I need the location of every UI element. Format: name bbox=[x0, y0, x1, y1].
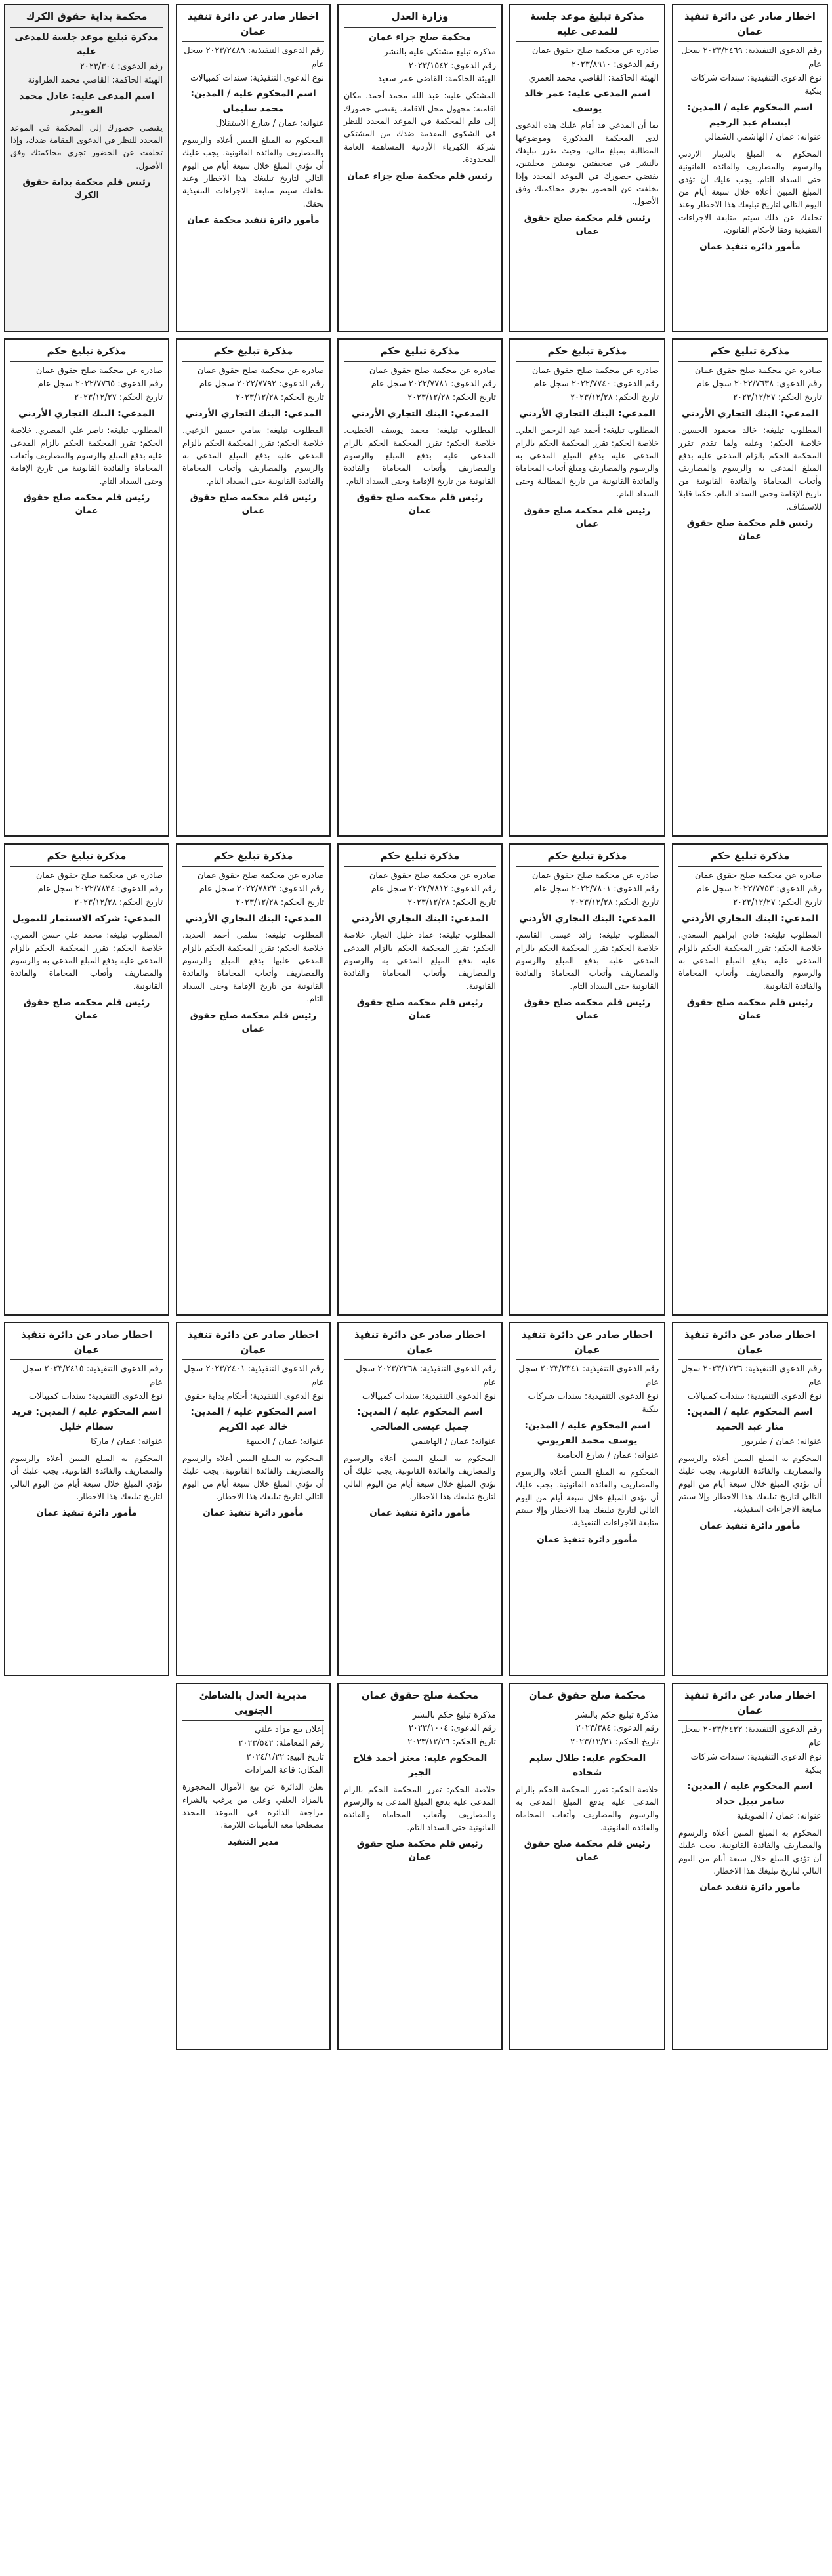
notice-footer: مأمور دائرة تنفيذ عمان bbox=[699, 1882, 801, 1893]
notice-title: مذكرة تبليغ حكم bbox=[213, 850, 293, 862]
notice-title: مذكرة تبليغ حكم bbox=[710, 345, 790, 357]
notice-footer: مأمور دائرة تنفيذ عمان bbox=[203, 1508, 304, 1519]
notice-title: مذكرة تبليغ حكم bbox=[380, 850, 460, 862]
notice-line: رقم الدعوى: ٢٠٢٢/٧٨٢٣ سجل عام bbox=[199, 884, 324, 895]
notice-body: تعلن الدائرة عن بيع الأموال المحجوزة بالمزاد العلني وعلى من يرغب بالشراء مراجعة الدائرة في الموعد المحدد مصطحبا معه التأمينات اللازمة. bbox=[182, 1782, 324, 1830]
notice-line: تاريخ الحكم: ٢٠٢٣/١٢/٢٧ bbox=[74, 393, 163, 403]
notice-line: المدعي: البنك التجاري الأردني bbox=[682, 408, 818, 419]
notice-line: اسم المحكوم عليه / المدين: جميل عيسى الصالحي bbox=[357, 1407, 483, 1432]
notice-line: تاريخ الحكم: ٢٠٢٣/١٢/٢٨ bbox=[407, 393, 496, 403]
notice-title: مذكرة تبليغ حكم bbox=[547, 345, 627, 357]
notice-title: مذكرة تبليغ حكم bbox=[710, 850, 790, 862]
notice-title: مذكرة تبليغ حكم bbox=[47, 850, 127, 862]
notice-title: محكمة بداية حقوق الكرك bbox=[26, 10, 148, 22]
notice-line: رقم الدعوى التنفيذية: ٢٠٢٣/١٢٣٦ سجل عام bbox=[681, 1364, 822, 1388]
notice-title: اخطار صادر عن دائرة تنفيذ عمان bbox=[21, 1329, 152, 1356]
notice-1 bbox=[672, 4, 828, 332]
notice-line: صادرة عن محكمة صلح حقوق عمان bbox=[35, 870, 163, 881]
notice-body: المطلوب تبليغه: رائد عيسى القاسم. خلاصة الحكم: تقرر المحكمة الحكم بالزام المدعى عليه بدفع المبلغ والرسوم والمصاريف وأتعاب المحاماة والفائدة القانونية حتى السداد التام. bbox=[516, 930, 659, 991]
notice-line: نوع الدعوى التنفيذية: أحكام بداية حقوق bbox=[184, 1391, 324, 1401]
notice-3 bbox=[337, 4, 503, 332]
notice-body: المطلوب تبليغه: أحمد عبد الرحمن العلي. خلاصة الحكم: تقرر المحكمة الحكم بالزام المدعى عليه بدفع المبلغ المدعى به والرسوم والمصاريف ومبلغ أتعاب المحاماة والفائدة القانونية من تاريخ المطالبة وحتى السداد التام. bbox=[516, 425, 659, 499]
notice-line: رقم الدعوى: ٢٠٢٢/٧٨٠١ سجل عام bbox=[533, 884, 659, 895]
notice-line: نوع الدعوى التنفيذية: سندات شركات بنكية bbox=[690, 1752, 822, 1776]
notice-8 bbox=[176, 338, 331, 837]
notice-footer: مأمور دائرة تنفيذ عمان bbox=[699, 241, 801, 252]
notice-line: المدعي: البنك التجاري الأردني bbox=[18, 408, 155, 419]
notice-footer: رئيس قلم محكمة صلح حقوق عمان bbox=[356, 997, 484, 1022]
notice-line: تاريخ الحكم: ٢٠٢٣/١٢/٢٨ bbox=[236, 898, 324, 908]
notice-line: رقم الدعوى: ٢٠٢٣/١٥٤٢ bbox=[408, 60, 496, 71]
notice-footer: مدير التنفيذ bbox=[227, 1836, 280, 1847]
notice-line: رقم الدعوى: ٢٠٢٣/٣٨٤ bbox=[575, 1723, 659, 1734]
notice-line: تاريخ الحكم: ٢٠٢٣/١٢/٢٧ bbox=[733, 393, 822, 403]
notice-line: المحكوم عليه: معتز أحمد فلاح الجبر bbox=[352, 1752, 488, 1779]
notice-footer: رئيس قلم محكمة صلح حقوق عمان bbox=[524, 212, 651, 237]
notice-footer: رئيس قلم محكمة صلح حقوق عمان bbox=[356, 1839, 484, 1863]
notice-body: المطلوب تبليغه: محمد يوسف الخطيب. خلاصة الحكم: تقرر المحكمة الحكم بالزام المدعى عليه بدفع المبلغ والرسوم والمصاريف وأتعاب المحاماة والفائدة القانونية من تاريخ الإقامة وحتى السداد التام. bbox=[344, 425, 496, 486]
notice-line: عنوانه: عمان / ماركا bbox=[91, 1437, 163, 1447]
notice-12 bbox=[337, 843, 503, 1316]
notice-footer: مأمور دائرة تنفيذ محكمة عمان bbox=[187, 215, 320, 226]
notice-line: رقم الدعوى التنفيذية: ٢٠٢٣/٢٣٤١ سجل عام bbox=[518, 1364, 659, 1388]
notice-footer: رئيس قلم محكمة صلح حقوق عمان bbox=[356, 493, 484, 517]
notice-line: رقم الدعوى التنفيذية: ٢٠٢٣/٢٤١٥ سجل عام bbox=[22, 1364, 163, 1388]
notice-line: عنوانه: عمان / الجبيهة bbox=[245, 1437, 324, 1447]
notice-line: الهيئة الحاكمة: القاضي محمد العمري bbox=[528, 73, 659, 83]
notice-body: المطلوب تبليغه: محمد علي حسن العمري. خلاصة الحكم: تقرر المحكمة الحكم بالزام المدعى عليه بدفع المبلغ المدعى به والرسوم والمصاريف وأتعاب المحاماة والفائدة القانونية. bbox=[10, 930, 163, 991]
notice-body: يقتضي حضورك إلى المحكمة في الموعد المحدد للنظر في الدعوى المقامة ضدك، وإذا تخلفت عن الحضور تجري محاكمتك وفق الأصول. bbox=[10, 122, 163, 171]
notice-line: تاريخ الحكم: ٢٠٢٣/١٢/٢٨ bbox=[570, 898, 659, 908]
notice-line: رقم الدعوى: ٢٠٢٢/٧٧٥٣ سجل عام bbox=[696, 884, 822, 895]
notice-line: رقم الدعوى: ٢٠٢٣/٨٩١٠ bbox=[571, 59, 659, 70]
notice-footer: مأمور دائرة تنفيذ عمان bbox=[36, 1508, 137, 1519]
notice-body: المحكوم به المبلغ المبين أعلاه والرسوم والمصاريف والفائدة القانونية. يجب عليك أن تؤدي المبلغ خلال سبعة أيام من اليوم التالي لتاريخ تبليغك هذا الاخطار. bbox=[10, 1453, 163, 1502]
notice-title: وزارة العدل bbox=[391, 10, 449, 22]
notice-line: مذكرة تبليغ مشتكى عليه بالنشر bbox=[384, 47, 496, 57]
notice-22 bbox=[509, 1683, 665, 2050]
notice-line: رقم الدعوى التنفيذية: ٢٠٢٣/٢٣٦٨ سجل عام bbox=[356, 1364, 496, 1388]
notice-line: مذكرة تبليغ موعد جلسة للمدعى عليه bbox=[14, 31, 159, 57]
notice-line: تاريخ الحكم: ٢٠٢٣/١٢/٢٨ bbox=[236, 393, 324, 403]
notice-title: محكمة صلح حقوق عمان bbox=[528, 1689, 646, 1701]
notice-7 bbox=[337, 338, 503, 837]
notice-footer: رئيس قلم محكمة صلح جزاء عمان bbox=[347, 171, 493, 182]
notice-body: المطلوب تبليغه: سلمى أحمد الحديد. خلاصة الحكم: تقرر المحكمة الحكم بالزام المدعى عليها بدفع المبلغ والرسوم والمصاريف وأتعاب المحاماة والفائدة القانونية من تاريخ الإقامة وحتى السداد التام. bbox=[182, 930, 324, 1004]
notice-2 bbox=[509, 4, 665, 332]
notice-line: اسم المحكوم عليه / المدين: ابتسام عبد الرحيم bbox=[687, 102, 813, 128]
notice-line: المدعي: البنك التجاري الأردني bbox=[185, 913, 322, 924]
notice-title: مذكرة تبليغ حكم bbox=[547, 850, 627, 862]
notice-line: رقم الدعوى التنفيذية: ٢٠٢٣/٢٤٨٩ سجل عام bbox=[184, 46, 324, 70]
notice-line: رقم الدعوى: ٢٠٢٢/٧٨٣٤ سجل عام bbox=[37, 884, 163, 895]
notice-line: اسم المحكوم عليه / المدين: محمد سليمان bbox=[190, 89, 316, 114]
notice-title: اخطار صادر عن دائرة تنفيذ عمان bbox=[188, 1329, 319, 1356]
notice-6 bbox=[509, 338, 665, 837]
notice-title: مديرية العدل بالشاطئ الجنوبي bbox=[199, 1689, 308, 1716]
notice-line: رقم الدعوى: ٢٠٢٣/١٠٠٤ bbox=[408, 1723, 496, 1734]
notice-footer: رئيس قلم محكمة صلح حقوق عمان bbox=[686, 517, 814, 542]
notice-footer: رئيس قلم محكمة بداية حقوق الكرك bbox=[22, 177, 151, 201]
notice-line: اسم المدعى عليه: عادل محمد القويدر bbox=[19, 91, 154, 117]
notice-footer: رئيس قلم محكمة صلح حقوق عمان bbox=[524, 1839, 651, 1863]
notice-body: المطلوب تبليغه: خالد محمود الحسين. خلاصة الحكم: وعليه ولما تقدم تقرر المحكمة الحكم بالزام المدعى عليه بدفع المبلغ المدعى به والرسوم والمصاريف وأتعاب المحاماة والفائدة القانونية من تاريخ الإقامة وحتى السداد التام. حكما قابلا للاستئناف. bbox=[678, 425, 822, 512]
notice-line: رقم الدعوى التنفيذية: ٢٠٢٣/٢٤٦٩ سجل عام bbox=[681, 46, 822, 70]
notice-line: رقم الدعوى: ٢٠٢٢/٧٧٩٢ سجل عام bbox=[199, 379, 324, 390]
notice-line: رقم الدعوى: ٢٠٢٣/٣٠٤ bbox=[79, 62, 163, 72]
notice-footer: رئيس قلم محكمة صلح حقوق عمان bbox=[524, 505, 651, 529]
notice-line: نوع الدعوى التنفيذية: سندات شركات بنكية bbox=[690, 73, 822, 97]
notice-body: المحكوم به المبلغ المبين أعلاه والرسوم والمصاريف والفائدة القانونية. يجب عليك أن تؤدي المبلغ خلال سبعة أيام من اليوم التالي لتاريخ تبليغك هذا الاخطار وعند تخلفك سيتم متابعة الاجراءات التنفيذية بحقك. bbox=[182, 134, 324, 209]
notice-line: المدعي: البنك التجاري الأردني bbox=[352, 913, 488, 924]
notice-line: المدعي: البنك التجاري الأردني bbox=[519, 913, 655, 924]
notice-line: تاريخ الحكم: ٢٠٢٣/١٢/٢٨ bbox=[407, 898, 496, 908]
notice-line: مذكرة تبليغ حكم بالنشر bbox=[412, 1710, 496, 1720]
notice-title: اخطار صادر عن دائرة تنفيذ عمان bbox=[354, 1329, 486, 1356]
notice-line: تاريخ الحكم: ٢٠٢٣/١٢/٢٧ bbox=[733, 898, 822, 908]
notice-line: إعلان بيع مزاد علني bbox=[255, 1725, 324, 1735]
notice-body: المحكوم به المبلغ المبين أعلاه والرسوم والمصاريف والفائدة القانونية. يجب عليك أن تؤدي المبلغ خلال سبعة أيام من اليوم التالي لتاريخ تبليغك هذا الاخطار. bbox=[182, 1453, 324, 1502]
notice-line: عنوانه: عمان / الهاشمي الشمالي bbox=[704, 132, 822, 142]
notice-line: صادرة عن محكمة صلح حقوق عمان bbox=[197, 365, 324, 376]
notice-footer: رئيس قلم محكمة صلح حقوق عمان bbox=[524, 997, 651, 1022]
notice-line: المحكوم عليه: طلال سليم شحادة bbox=[528, 1752, 646, 1779]
notice-line: اسم المحكوم عليه / المدين: منار عبد الحميد bbox=[687, 1407, 813, 1432]
notice-title: مذكرة تبليغ حكم bbox=[380, 345, 460, 357]
notice-line: الهيئة الحاكمة: القاضي عمر سعيد bbox=[377, 74, 496, 85]
notice-15 bbox=[672, 1322, 828, 1676]
notice-line: اسم المحكوم عليه / المدين: فريد سطام خليل bbox=[12, 1407, 161, 1432]
notice-11 bbox=[509, 843, 665, 1316]
notice-18 bbox=[176, 1322, 331, 1676]
notice-body: المحكوم به المبلغ المبين أعلاه والرسوم والمصاريف والفائدة القانونية. يجب عليك أن تؤدي المبلغ خلال سبعة أيام من اليوم التالي لتاريخ تبليغك هذا الاخطار وإلا سيتم متابعة الاجراءات التنفيذية. bbox=[678, 1453, 822, 1514]
notice-line: رقم الدعوى: ٢٠٢٢/٧٧٦٥ سجل عام bbox=[37, 379, 163, 390]
notice-body: المحكوم به المبلغ المبين أعلاه والرسوم والمصاريف والفائدة القانونية. يجب عليك أن تؤدي المبلغ خلال سبعة أيام من اليوم التالي لتاريخ تبليغك هذا الاخطار. bbox=[344, 1453, 496, 1502]
notice-footer: رئيس قلم محكمة صلح حقوق عمان bbox=[23, 997, 150, 1022]
notice-23 bbox=[337, 1683, 503, 2050]
notice-line: رقم الدعوى التنفيذية: ٢٠٢٣/٢٤٢٢ سجل عام bbox=[681, 1725, 822, 1748]
notice-footer: مأمور دائرة تنفيذ عمان bbox=[369, 1508, 470, 1519]
notice-line: المدعي: البنك التجاري الأردني bbox=[352, 408, 488, 419]
notice-19 bbox=[4, 1322, 169, 1676]
notice-title: مذكرة تبليغ حكم bbox=[47, 345, 127, 357]
notice-line: عنوانه: عمان / شارع الاستقلال bbox=[215, 119, 324, 129]
notice-title: اخطار صادر عن دائرة تنفيذ عمان bbox=[188, 10, 319, 37]
notice-line: المدعي: البنك التجاري الأردني bbox=[519, 408, 655, 419]
notice-line: المدعي: شركة الاستثمار للتمويل bbox=[12, 913, 161, 924]
notice-line: نوع الدعوى التنفيذية: سندات كمبيالات bbox=[190, 73, 324, 83]
notice-5 bbox=[672, 338, 828, 837]
notice-line: رقم الدعوى: ٢٠٢٢/٧٨١٢ سجل عام bbox=[371, 884, 496, 895]
notice-line: عنوانه: عمان / الهاشمي bbox=[411, 1437, 496, 1447]
notice-16 bbox=[509, 1322, 665, 1676]
notice-line: المدعي: البنك التجاري الأردني bbox=[682, 913, 818, 924]
notice-line: نوع الدعوى التنفيذية: سندات كمبيالات bbox=[28, 1391, 163, 1401]
notice-line: تاريخ الحكم: ٢٠٢٣/١٢/٢٨ bbox=[570, 393, 659, 403]
notice-9 bbox=[4, 338, 169, 837]
notice-line: عنوانه: عمان / طبربور bbox=[742, 1437, 822, 1447]
notice-body: خلاصة الحكم: تقرر المحكمة الحكم بالزام المدعى عليه بدفع المبلغ المدعى به والرسوم والمصاريف وأتعاب المحاماة والفائدة القانونية. bbox=[516, 1784, 659, 1832]
notice-line: عنوانه: عمان / الصويفية bbox=[736, 1811, 822, 1821]
notice-footer: مأمور دائرة تنفيذ عمان bbox=[537, 1534, 638, 1545]
notice-title: مذكرة تبليغ حكم bbox=[213, 345, 293, 357]
notice-line: صادرة عن محكمة صلح حقوق عمان bbox=[531, 870, 659, 881]
notice-line: صادرة عن محكمة صلح حقوق عمان bbox=[197, 870, 324, 881]
notice-line: تاريخ الحكم: ٢٠٢٣/١٢/٢٦ bbox=[407, 1737, 496, 1748]
notice-line: رقم الدعوى: ٢٠٢٢/٧٦٣٨ سجل عام bbox=[696, 379, 822, 390]
notice-line: اسم المحكوم عليه / المدين: خالد عبد الكريم bbox=[190, 1407, 316, 1432]
notice-body: المشتكى عليه: عبد الله محمد أحمد. مكان اقامته: مجهول محل الاقامة. يقتضي حضورك إلى قلم المحكمة في الموعد المحدد للنظر في الشكوى المقدمة ضدك من المشتكي شركة الكهرباء الأردنية المساهمة العامة المحدودة. bbox=[344, 91, 496, 165]
notice-line: تاريخ البيع: ٢٠٢٤/١/٢٢ bbox=[246, 1752, 324, 1762]
notice-body: المطلوب تبليغه: ناصر علي المصري. خلاصة الحكم: تقرر المحكمة الحكم بالزام المدعى عليه بدفع المبلغ والرسوم والمصاريف وأتعاب المحاماة والفائدة القانونية من تاريخ الإقامة وحتى السداد التام. bbox=[10, 425, 163, 486]
notice-body: المطلوب تبليغه: فادي ابراهيم السعدي. خلاصة الحكم: تقرر المحكمة الحكم بالزام المدعى عليه بدفع المبلغ المدعى به والرسوم والمصاريف وأتعاب المحاماة والفائدة القانونية. bbox=[678, 930, 822, 991]
notice-line: اسم المحكوم عليه / المدين: يوسف محمد القريوتي bbox=[524, 1420, 650, 1446]
notice-24 bbox=[176, 1683, 331, 2050]
notice-line: عنوانه: عمان / شارع الجامعة bbox=[556, 1450, 659, 1460]
notice-footer: رئيس قلم محكمة صلح حقوق عمان bbox=[190, 1010, 317, 1034]
notice-footer: رئيس قلم محكمة صلح حقوق عمان bbox=[23, 493, 150, 517]
notice-body: المحكوم به المبلغ بالدينار الاردني والرسوم والمصاريف والفائدة القانونية حتى السداد التام. يجب عليك أن تؤدي المبلغ المبين أعلاه خلال سبعة أيام من اليوم التالي لتاريخ تبليغك هذا الاخطار وعند تخلفك عن ذلك سيتم متابعة الاجراءات التنفيذية وفقا لأحكام القانون. bbox=[678, 148, 822, 235]
notice-title: اخطار صادر عن دائرة تنفيذ عمان bbox=[684, 1689, 816, 1716]
notice-title: محكمة صلح حقوق عمان bbox=[361, 1689, 479, 1701]
notice-line: اسم المحكوم عليه / المدين: سامر نبيل حداد bbox=[687, 1781, 813, 1807]
notice-footer: مأمور دائرة تنفيذ عمان bbox=[699, 1520, 801, 1531]
notice-line: نوع الدعوى التنفيذية: سندات شركات بنكية bbox=[528, 1391, 659, 1415]
notice-4 bbox=[176, 4, 331, 332]
notice-line: المدعي: البنك التجاري الأردني bbox=[185, 408, 322, 419]
notice-line: تاريخ الحكم: ٢٠٢٣/١٢/٢١ bbox=[570, 1737, 659, 1748]
notice-line: مذكرة تبليغ حكم بالنشر bbox=[575, 1710, 659, 1720]
notice-line: صادرة عن محكمة صلح حقوق عمان bbox=[694, 870, 822, 881]
notice-body: خلاصة الحكم: تقرر المحكمة الحكم بالزام المدعى عليه بدفع المبلغ المدعى به والرسوم والمصاريف وأتعاب المحاماة والفائدة القانونية حتى السداد التام. bbox=[344, 1784, 496, 1832]
notice-title: مذكرة تبليغ موعد جلسة للمدعى عليه bbox=[530, 10, 644, 37]
notice-body: المحكوم به المبلغ المبين أعلاه والرسوم والمصاريف والفائدة القانونية. يجب عليك أن تؤدي المبلغ خلال سبعة أيام من اليوم التالي لتاريخ تبليغك هذا الاخطار وإلا سيتم متابعة الاجراءات التنفيذية. bbox=[516, 1466, 659, 1528]
notice-line: صادرة عن محكمة صلح حقوق عمان bbox=[694, 365, 822, 376]
notice-line: صادرة عن محكمة صلح حقوق عمان bbox=[531, 46, 659, 56]
notice-13 bbox=[176, 843, 331, 1316]
notice-line: رقم المعاملة: ٢٠٢٣/٥٤٢ bbox=[238, 1738, 324, 1748]
notice-line: صادرة عن محكمة صلح حقوق عمان bbox=[369, 870, 496, 881]
notice-14 bbox=[4, 843, 169, 1316]
notice-line: صادرة عن محكمة صلح حقوق عمان bbox=[531, 365, 659, 376]
notice-body: المحكوم به المبلغ المبين أعلاه والرسوم والمصاريف والفائدة القانونية. يجب عليك أن تؤدي المبلغ خلال سبعة أيام من اليوم التالي لتاريخ تبليغك هذا الاخطار. bbox=[678, 1827, 822, 1876]
notice-line: المكان: قاعة المزادات bbox=[245, 1765, 324, 1776]
notice-footer: رئيس قلم محكمة صلح حقوق عمان bbox=[686, 997, 814, 1022]
notice-line: نوع الدعوى التنفيذية: سندات كمبيالات bbox=[687, 1391, 822, 1401]
notice-line: محكمة صلح جزاء عمان bbox=[369, 31, 471, 43]
notice-line: صادرة عن محكمة صلح حقوق عمان bbox=[35, 365, 163, 376]
notice-line: تاريخ الحكم: ٢٠٢٣/١٢/٢٨ bbox=[74, 898, 163, 908]
notice-line: رقم الدعوى التنفيذية: ٢٠٢٣/٢٤٠١ سجل عام bbox=[184, 1364, 324, 1388]
notice-10 bbox=[672, 843, 828, 1316]
notice-21 bbox=[4, 4, 169, 332]
notice-body: بما أن المدعي قد أقام عليك هذه الدعوى لدى المحكمة المذكورة وموضوعها المطالبة بمبلغ مالي، وحيث تقرر تبليغك بالنشر في صحيفتين يوميتين محليتين، يقتضي حضورك في الموعد المحدد وإذا تخلفت عن الحضور تجري محاكمتك وفق الأصول. bbox=[516, 120, 659, 207]
notice-title: اخطار صادر عن دائرة تنفيذ عمان bbox=[522, 1329, 653, 1356]
notice-line: نوع الدعوى التنفيذية: سندات كمبيالات bbox=[362, 1391, 496, 1401]
notice-title: اخطار صادر عن دائرة تنفيذ عمان bbox=[684, 1329, 816, 1356]
notice-line: رقم الدعوى: ٢٠٢٢/٧٧٤٠ سجل عام bbox=[533, 379, 659, 390]
notice-line: الهيئة الحاكمة: القاضي محمد الطراونة bbox=[28, 75, 163, 86]
notice-line: صادرة عن محكمة صلح حقوق عمان bbox=[369, 365, 496, 376]
notice-20 bbox=[672, 1683, 828, 2050]
notice-body: المطلوب تبليغه: سامي حسين الزعبي. خلاصة الحكم: تقرر المحكمة الحكم بالزام المدعى عليه بدفع المبلغ المدعى به والرسوم والمصاريف وأتعاب المحاماة والفائدة القانونية حتى السداد التام. bbox=[182, 425, 324, 486]
notice-17 bbox=[337, 1322, 503, 1676]
notice-line: اسم المدعى عليه: عمر خالد يوسف bbox=[524, 89, 650, 114]
notice-body: المطلوب تبليغه: عماد خليل النجار. خلاصة الحكم: تقرر المحكمة الحكم بالزام المدعى عليه بدفع المبلغ المدعى به والرسوم والمصاريف وأتعاب المحاماة والفائدة القانونية. bbox=[344, 930, 496, 991]
notice-title: اخطار صادر عن دائرة تنفيذ عمان bbox=[684, 10, 816, 37]
notice-footer: رئيس قلم محكمة صلح حقوق عمان bbox=[190, 493, 317, 517]
notice-line: رقم الدعوى: ٢٠٢٢/٧٧٨١ سجل عام bbox=[371, 379, 496, 390]
